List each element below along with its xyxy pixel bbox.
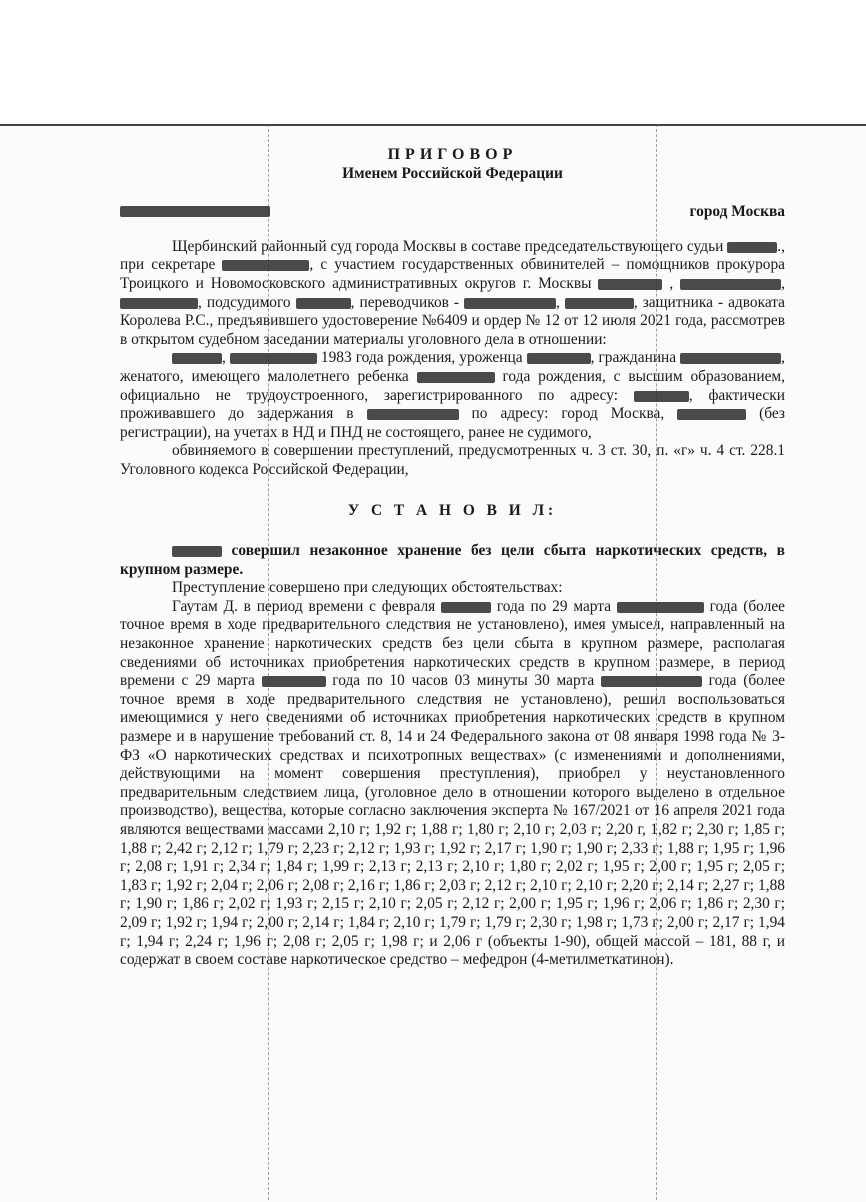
redaction-bar [262, 676, 326, 687]
document-content [120, 146, 785, 970]
redaction-bar [634, 391, 689, 402]
redaction-bar [680, 279, 781, 290]
charge-paragraph: обвиняемого в совершении преступлений, предусмотренных ч. 3 ст. 30, п. «г» ч. 4 ст. 228.1 Уголовного кодекса Российской Федерации, [120, 442, 785, 478]
redaction-bar [120, 298, 198, 309]
redacted-date [120, 206, 270, 217]
city: город Москва [689, 203, 785, 221]
redaction-bar [367, 409, 459, 420]
redaction-bar [680, 353, 781, 364]
redaction-bar [222, 260, 309, 271]
redaction-bar [230, 353, 317, 364]
body-paragraph: Гаутам Д. в период времени с февраля года по 29 марта года (более точное время в ходе предварительного следствия не установлено), имея умысел, направленный на незаконное хранение наркотических средств без цели сбыта в крупном размере, располагая сведениями об источниках приобретения наркотических средств в крупном размере, в период времени с 29 марта года по 10 часов 03 минуты 30 марта года (более точное время в ходе предварительного следствия не установлено), решил воспользоваться имеющимися у него сведениями об источниках приобретения наркотических средств в крупном размере и в нарушение требований ст. 8, 14 и 24 Федерального закона от 08 января 1998 года № 3-ФЗ «О наркотических средствах и психотропных веществах» (с изменениями и дополнениями, действующими на момент совершения преступления), приобрел у неустановленного предварительным следствием лица, (уголовное дело в отношении которого выделено в отдельное производство), вещества, которые согласно заключения эксперта № 167/2021 от 16 апреля 2021 года являются веществами массами 2,10 г; 1,92 г; 1,88 г; 1,80 г; 2,10 г; 2,03 г; 2,20 г, 1,82 г; 2,30 г; 1,85 г; 1,88 г; 2,42 г; 2,12 г; 1,79 г; 2,23 г; 2,12 г; 1,93 г; 1,92 г; 2,17 г; 1,90 г; 1,90 г; 2,33 г; 1,88 г; 1,95 г; 1,96 г; 2,08 г; 1,91 г; 2,34 г; 1,84 г; 1,99 г; 2,13 г; 2,13 г; 2,10 г; 1,80 г; 2,02 г; 1,95 г; 2,00 г; 1,95 г; 2,05 г; 1,83 г; 1,92 г; 2,04 г; 2,06 г; 2,08 г; 2,16 г; 1,86 г; 2,03 г; 2,12 г; 2,10 г; 2,10 г; 2,20 г; 2,14 г; 2,27 г; 1,88 г; 1,90 г; 1,86 г; 2,02 г; 1,93 г; 2,15 г; 2,10 г; 2,05 г; 2,12 г; 2,00 г; 1,95 г; 1,96 г; 2,06 г; 1,86 г; 2,30 г; 2,09 г; 1,92 г; 1,94 г; 2,00 г; 2,14 г; 1,84 г; 2,10 г; 1,79 г; 1,79 г; 2,30 г; 1,98 г; 1,73 г; 2,00 г; 2,17 г; 1,94 г; 1,94 г; 2,24 г; 1,96 г; 2,08 г; 2,05 г; 1,98 г; и 2,06 г (объекты 1-90), общей массой – 181, 88 г, и содержат в своем составе наркотическое средство – мефедрон (4-метилметкатинон). [120, 597, 786, 969]
defendant-paragraph: , 1983 года рождения, уроженца , гражданина , женатого, имеющего малолетнего ребенка года рождения, с высшим образованием, официально не трудоустроенного, зарегистрированного по адресу: , фактически проживавшего до задержания в по адресу: город Москва, (без регистрации), на учетах в НД и ПНД не состоящего, ранее не судимого, [120, 349, 785, 441]
redaction-bar [172, 546, 222, 557]
finding-paragraph: совершил незаконное хранение без цели сбыта наркотических средств, в крупном размере. [120, 542, 785, 578]
redaction-bar [527, 353, 591, 364]
document-subtitle: Именем Российской Федерации [342, 164, 563, 182]
date-place-row [120, 203, 785, 222]
redaction-bar [172, 353, 222, 364]
scan-margin [0, 0, 866, 124]
document-title: ПРИГОВОР [387, 146, 518, 163]
redaction-bar [296, 298, 351, 309]
intro-paragraph: Щербинский районный суд города Москвы в составе председательствующего судьи ., при секретаре , с участием государственных обвинителей – помощников прокурора Троицкого и Новомосковского административных округов г. Москвы , , , подсудимого , переводчиков - , , защитника - адвоката Королева Р.С., предъявившего удостоверение №6409 и ордер № 12 от 12 июля 2021 года, рассмотрев в открытом судебном заседании материалы уголовного дела в отношении: [120, 237, 786, 348]
redaction-bar [441, 602, 491, 613]
redaction-bar [565, 298, 634, 309]
redaction-bar [677, 409, 746, 420]
redaction-bar [464, 298, 556, 309]
redaction-bar [727, 242, 777, 253]
redaction-bar [601, 676, 702, 687]
redaction-bar [598, 279, 662, 290]
redaction-bar [617, 602, 704, 613]
circumstances-paragraph: Преступление совершено при следующих обстоятельствах: [172, 579, 563, 597]
redaction-bar [417, 372, 495, 383]
established-heading: У С Т А Н О В И Л: [347, 501, 558, 519]
